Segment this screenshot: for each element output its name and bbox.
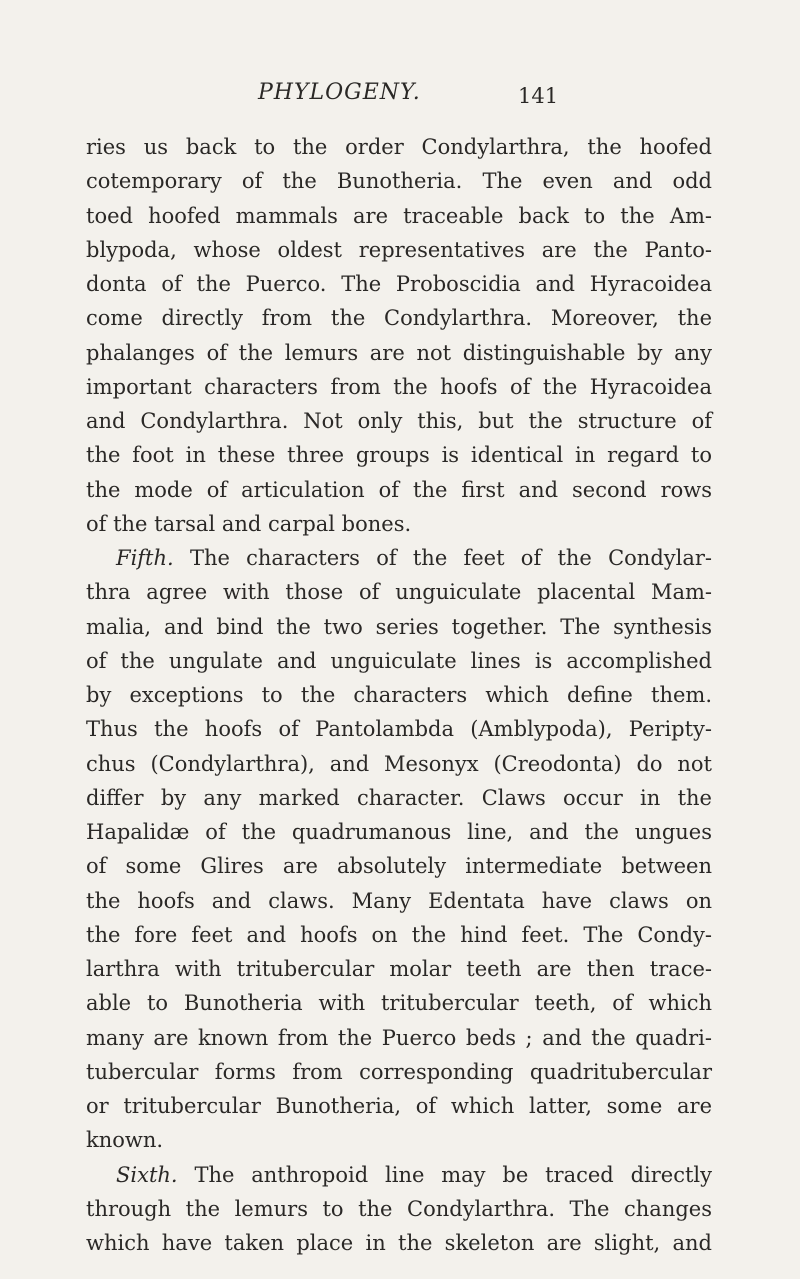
text-line: cotemporary of the Bunotheria. The even and odd [86,169,712,194]
text-line: many are known from the Puerco beds ; and the quadri- [86,1025,712,1050]
text-line: larthra with tritubercular molar teeth are then trace- [86,957,712,981]
page-number: 141 [518,84,559,108]
text-line: Thus the hoofs of Pantolambda (Amblypoda), Peripty- [86,717,712,742]
body-text [86,130,712,1260]
text-line: Hapalidæ of the quadrumanous line, and the ungues [86,820,712,844]
text-line: donta of the Puerco. The Proboscidia and Hyracoidea [86,272,712,296]
paragraph-lead-fifth: Fifth. [116,546,174,570]
text-line: the foot in these three groups is identical in regard to [86,443,712,468]
running-head [0,80,800,120]
text-line: known. [86,1128,164,1153]
text-line: of some Glires are absolutely intermediate between [86,854,712,879]
paragraph-sixth-first-line [86,1158,712,1192]
text-line: of the tarsal and carpal bones. [86,511,412,536]
text-line: malia, and bind the two series together. The synthesis [86,614,712,639]
text-line: by exceptions to the characters which define them. [86,683,712,707]
running-title: PHYLOGENY. [258,80,421,105]
text-line: of the ungulate and unguiculate lines is accomplished [86,648,712,673]
text-line: blypoda, whose oldest representatives are the Panto- [86,237,712,262]
text-line: ries us back to the order Condylarthra, the hoofed [86,135,712,159]
paragraph-lead-sixth: Sixth. [116,1162,178,1187]
text-line: or tritubercular Bunotheria, of which latter, some are [86,1094,712,1118]
text-line: which have taken place in the skeleton are slight, and [86,1231,712,1255]
text-line: toed hoofed mammals are traceable back to the Am- [86,203,712,228]
text-line: chus (Condylarthra), and Mesonyx (Creodonta) do not [86,751,712,776]
text-line: thra agree with those of unguiculate placental Mam- [86,580,712,605]
text-line: the hoofs and claws. Many Edentata have claws on [86,888,712,913]
text-line: able to Bunotheria with tritubercular teeth, of which [86,991,712,1016]
text-line: and Condylarthra. Not only this, but the structure of [86,409,712,433]
text-line: phalanges of the lemurs are not distinguishable by any [86,340,712,365]
paragraph-fifth-first-line [86,541,712,575]
text-line: the mode of articulation of the first and second rows [86,477,712,502]
text-line: the fore feet and hoofs on the hind feet. The Condy- [86,922,712,947]
text-line: come directly from the Condylarthra. Moreover, the [86,306,712,331]
text-line: tubercular forms from corresponding quadritubercular [86,1059,712,1084]
text-line: differ by any marked character. Claws occur in the [86,785,712,810]
text-fragment: The characters of the feet of the Condylar- [173,546,712,570]
text-line: through the lemurs to the Condylarthra. The changes [86,1196,712,1221]
text-fragment: The anthropoid line may be traced directly [177,1162,712,1187]
text-line: important characters from the hoofs of the Hyracoidea [86,374,712,399]
